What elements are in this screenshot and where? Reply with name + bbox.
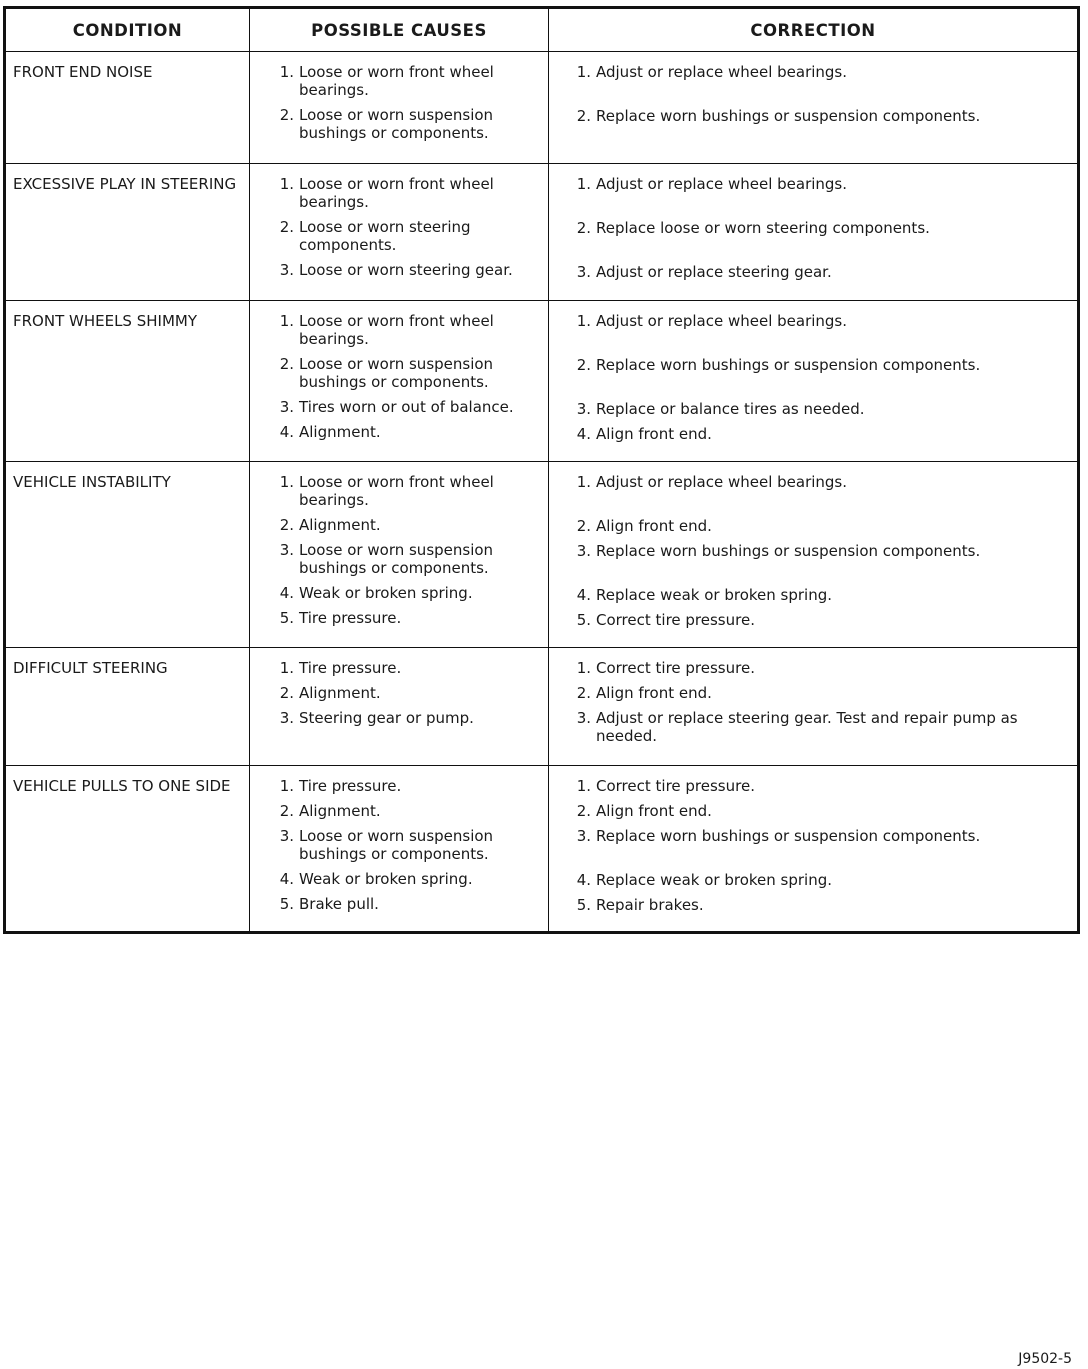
item-text: Loose or worn steering gear. bbox=[299, 261, 513, 279]
item-number: 3. bbox=[576, 400, 591, 418]
item-number: 1. bbox=[576, 473, 591, 491]
cause-item bbox=[272, 261, 540, 279]
item-number: 2. bbox=[279, 218, 294, 236]
item-text: Tire pressure. bbox=[299, 609, 402, 627]
correction-cell bbox=[549, 766, 1079, 933]
item-text: Correct tire pressure. bbox=[596, 777, 755, 795]
cause-item bbox=[272, 802, 540, 820]
correction-item bbox=[569, 777, 1069, 795]
cause-item bbox=[272, 895, 540, 913]
header-correction: CORRECTION bbox=[549, 8, 1079, 52]
correction-item bbox=[569, 425, 1069, 443]
correction-item bbox=[569, 107, 1069, 125]
item-text: Replace or balance tires as needed. bbox=[596, 400, 865, 418]
item-number: 1. bbox=[576, 659, 591, 677]
causes-cell bbox=[250, 462, 549, 648]
causes-cell bbox=[250, 766, 549, 933]
item-number: 3. bbox=[576, 709, 591, 727]
cause-item bbox=[272, 516, 540, 534]
item-number: 5. bbox=[279, 895, 294, 913]
correction-item bbox=[569, 473, 1069, 510]
cause-item bbox=[272, 312, 540, 348]
item-number: 2. bbox=[279, 684, 294, 702]
item-text: Weak or broken spring. bbox=[299, 584, 473, 602]
item-number: 1. bbox=[279, 659, 294, 677]
item-text: Align front end. bbox=[596, 425, 712, 443]
causes-cell bbox=[250, 648, 549, 766]
condition-cell: FRONT END NOISE bbox=[5, 52, 250, 164]
correction-item bbox=[569, 611, 1069, 629]
item-number: 3. bbox=[576, 827, 591, 845]
item-number: 2. bbox=[279, 355, 294, 373]
item-text: Align front end. bbox=[596, 517, 712, 535]
table-row bbox=[5, 52, 1079, 164]
cause-item bbox=[272, 355, 540, 391]
causes-cell bbox=[250, 52, 549, 164]
correction-item bbox=[569, 827, 1069, 864]
table-row bbox=[5, 766, 1079, 933]
item-text: Tire pressure. bbox=[299, 659, 402, 677]
cause-item bbox=[272, 659, 540, 677]
diagnosis-table bbox=[3, 6, 1080, 934]
item-text: Tires worn or out of balance. bbox=[299, 398, 514, 416]
item-text: Loose or worn front wheel bearings. bbox=[299, 473, 494, 509]
item-text: Adjust or replace wheel bearings. bbox=[596, 473, 848, 491]
item-text: Replace worn bushings or suspension components. bbox=[596, 827, 981, 845]
item-text: Replace worn bushings or suspension components. bbox=[596, 542, 981, 560]
cause-item bbox=[272, 541, 540, 577]
item-text: Replace weak or broken spring. bbox=[596, 871, 833, 889]
item-number: 2. bbox=[279, 106, 294, 124]
item-text: Weak or broken spring. bbox=[299, 870, 473, 888]
item-number: 2. bbox=[576, 219, 591, 237]
item-text: Alignment. bbox=[299, 516, 381, 534]
figure-code: J9502-5 bbox=[1018, 1351, 1072, 1367]
item-number: 4. bbox=[576, 425, 591, 443]
item-number: 1. bbox=[576, 63, 591, 81]
correction-item bbox=[569, 709, 1069, 745]
correction-item bbox=[569, 802, 1069, 820]
cause-item bbox=[272, 870, 540, 888]
item-text: Correct tire pressure. bbox=[596, 659, 755, 677]
cause-item bbox=[272, 777, 540, 795]
item-text: Replace worn bushings or suspension components. bbox=[596, 356, 981, 374]
item-text: Loose or worn suspension bushings or components. bbox=[299, 355, 494, 391]
item-number: 4. bbox=[279, 584, 294, 602]
item-text: Alignment. bbox=[299, 684, 381, 702]
item-text: Steering gear or pump. bbox=[299, 709, 474, 727]
item-number: 1. bbox=[279, 63, 294, 81]
correction-item bbox=[569, 659, 1069, 677]
cause-item bbox=[272, 609, 540, 627]
item-number: 1. bbox=[279, 473, 294, 491]
item-number: 3. bbox=[279, 709, 294, 727]
item-text: Alignment. bbox=[299, 802, 381, 820]
cause-item bbox=[272, 218, 540, 254]
correction-item bbox=[569, 312, 1069, 349]
cause-item bbox=[272, 473, 540, 509]
table-row bbox=[5, 164, 1079, 301]
item-number: 2. bbox=[576, 356, 591, 374]
item-text: Loose or worn front wheel bearings. bbox=[299, 175, 494, 211]
correction-cell bbox=[549, 164, 1079, 301]
correction-item bbox=[569, 219, 1069, 256]
correction-item bbox=[569, 542, 1069, 579]
item-text: Replace weak or broken spring. bbox=[596, 586, 833, 604]
item-text: Align front end. bbox=[596, 684, 712, 702]
correction-cell bbox=[549, 648, 1079, 766]
correction-item bbox=[569, 263, 1069, 281]
item-text: Adjust or replace wheel bearings. bbox=[596, 312, 848, 330]
cause-item bbox=[272, 398, 540, 416]
table-row bbox=[5, 301, 1079, 462]
correction-item bbox=[569, 586, 1069, 604]
item-text: Loose or worn front wheel bearings. bbox=[299, 312, 494, 348]
item-number: 5. bbox=[279, 609, 294, 627]
item-number: 2. bbox=[576, 107, 591, 125]
correction-item bbox=[569, 896, 1069, 914]
item-text: Repair brakes. bbox=[596, 896, 704, 914]
causes-cell bbox=[250, 301, 549, 462]
correction-cell bbox=[549, 462, 1079, 648]
condition-cell: VEHICLE INSTABILITY bbox=[5, 462, 250, 648]
correction-item bbox=[569, 356, 1069, 393]
correction-item bbox=[569, 684, 1069, 702]
condition-cell: FRONT WHEELS SHIMMY bbox=[5, 301, 250, 462]
item-number: 4. bbox=[576, 871, 591, 889]
cause-item bbox=[272, 684, 540, 702]
item-number: 3. bbox=[279, 398, 294, 416]
item-text: Adjust or replace steering gear. Test and repair pump as needed. bbox=[596, 709, 1018, 745]
item-number: 1. bbox=[279, 312, 294, 330]
table-row bbox=[5, 648, 1079, 766]
item-text: Loose or worn suspension bushings or components. bbox=[299, 106, 494, 142]
item-number: 1. bbox=[279, 777, 294, 795]
correction-item bbox=[569, 400, 1069, 418]
item-text: Replace loose or worn steering components. bbox=[596, 219, 930, 237]
header-condition: CONDITION bbox=[5, 8, 250, 52]
item-text: Loose or worn front wheel bearings. bbox=[299, 63, 494, 99]
cause-item bbox=[272, 584, 540, 602]
item-number: 5. bbox=[576, 611, 591, 629]
cause-item bbox=[272, 827, 540, 863]
item-number: 1. bbox=[576, 777, 591, 795]
header-row bbox=[5, 8, 1079, 52]
causes-cell bbox=[250, 164, 549, 301]
condition-cell: DIFFICULT STEERING bbox=[5, 648, 250, 766]
item-number: 1. bbox=[576, 175, 591, 193]
item-text: Tire pressure. bbox=[299, 777, 402, 795]
item-number: 5. bbox=[576, 896, 591, 914]
item-number: 3. bbox=[279, 261, 294, 279]
item-text: Adjust or replace steering gear. bbox=[596, 263, 832, 281]
item-text: Loose or worn steering components. bbox=[299, 218, 471, 254]
condition-cell: EXCESSIVE PLAY IN STEERING bbox=[5, 164, 250, 301]
item-number: 4. bbox=[279, 423, 294, 441]
item-number: 2. bbox=[576, 517, 591, 535]
cause-item bbox=[272, 175, 540, 211]
table-row bbox=[5, 462, 1079, 648]
item-number: 3. bbox=[576, 263, 591, 281]
item-text: Align front end. bbox=[596, 802, 712, 820]
item-text: Replace worn bushings or suspension components. bbox=[596, 107, 981, 125]
correction-item bbox=[569, 175, 1069, 212]
item-number: 2. bbox=[576, 684, 591, 702]
item-number: 4. bbox=[576, 586, 591, 604]
item-number: 2. bbox=[576, 802, 591, 820]
item-text: Loose or worn suspension bushings or components. bbox=[299, 827, 494, 863]
item-text: Alignment. bbox=[299, 423, 381, 441]
cause-item bbox=[272, 423, 540, 441]
item-text: Adjust or replace wheel bearings. bbox=[596, 63, 848, 81]
item-number: 2. bbox=[279, 802, 294, 820]
correction-item bbox=[569, 871, 1069, 889]
item-number: 3. bbox=[279, 541, 294, 559]
item-number: 1. bbox=[576, 312, 591, 330]
item-number: 3. bbox=[576, 542, 591, 560]
item-text: Loose or worn suspension bushings or components. bbox=[299, 541, 494, 577]
item-text: Adjust or replace wheel bearings. bbox=[596, 175, 848, 193]
condition-cell: VEHICLE PULLS TO ONE SIDE bbox=[5, 766, 250, 933]
correction-item bbox=[569, 517, 1069, 535]
item-text: Brake pull. bbox=[299, 895, 379, 913]
cause-item bbox=[272, 709, 540, 727]
item-number: 4. bbox=[279, 870, 294, 888]
item-number: 3. bbox=[279, 827, 294, 845]
correction-cell bbox=[549, 52, 1079, 164]
item-number: 1. bbox=[279, 175, 294, 193]
correction-item bbox=[569, 63, 1069, 100]
correction-cell bbox=[549, 301, 1079, 462]
item-number: 2. bbox=[279, 516, 294, 534]
item-text: Correct tire pressure. bbox=[596, 611, 755, 629]
header-possible-causes: POSSIBLE CAUSES bbox=[250, 8, 549, 52]
cause-item bbox=[272, 63, 540, 99]
cause-item bbox=[272, 106, 540, 142]
